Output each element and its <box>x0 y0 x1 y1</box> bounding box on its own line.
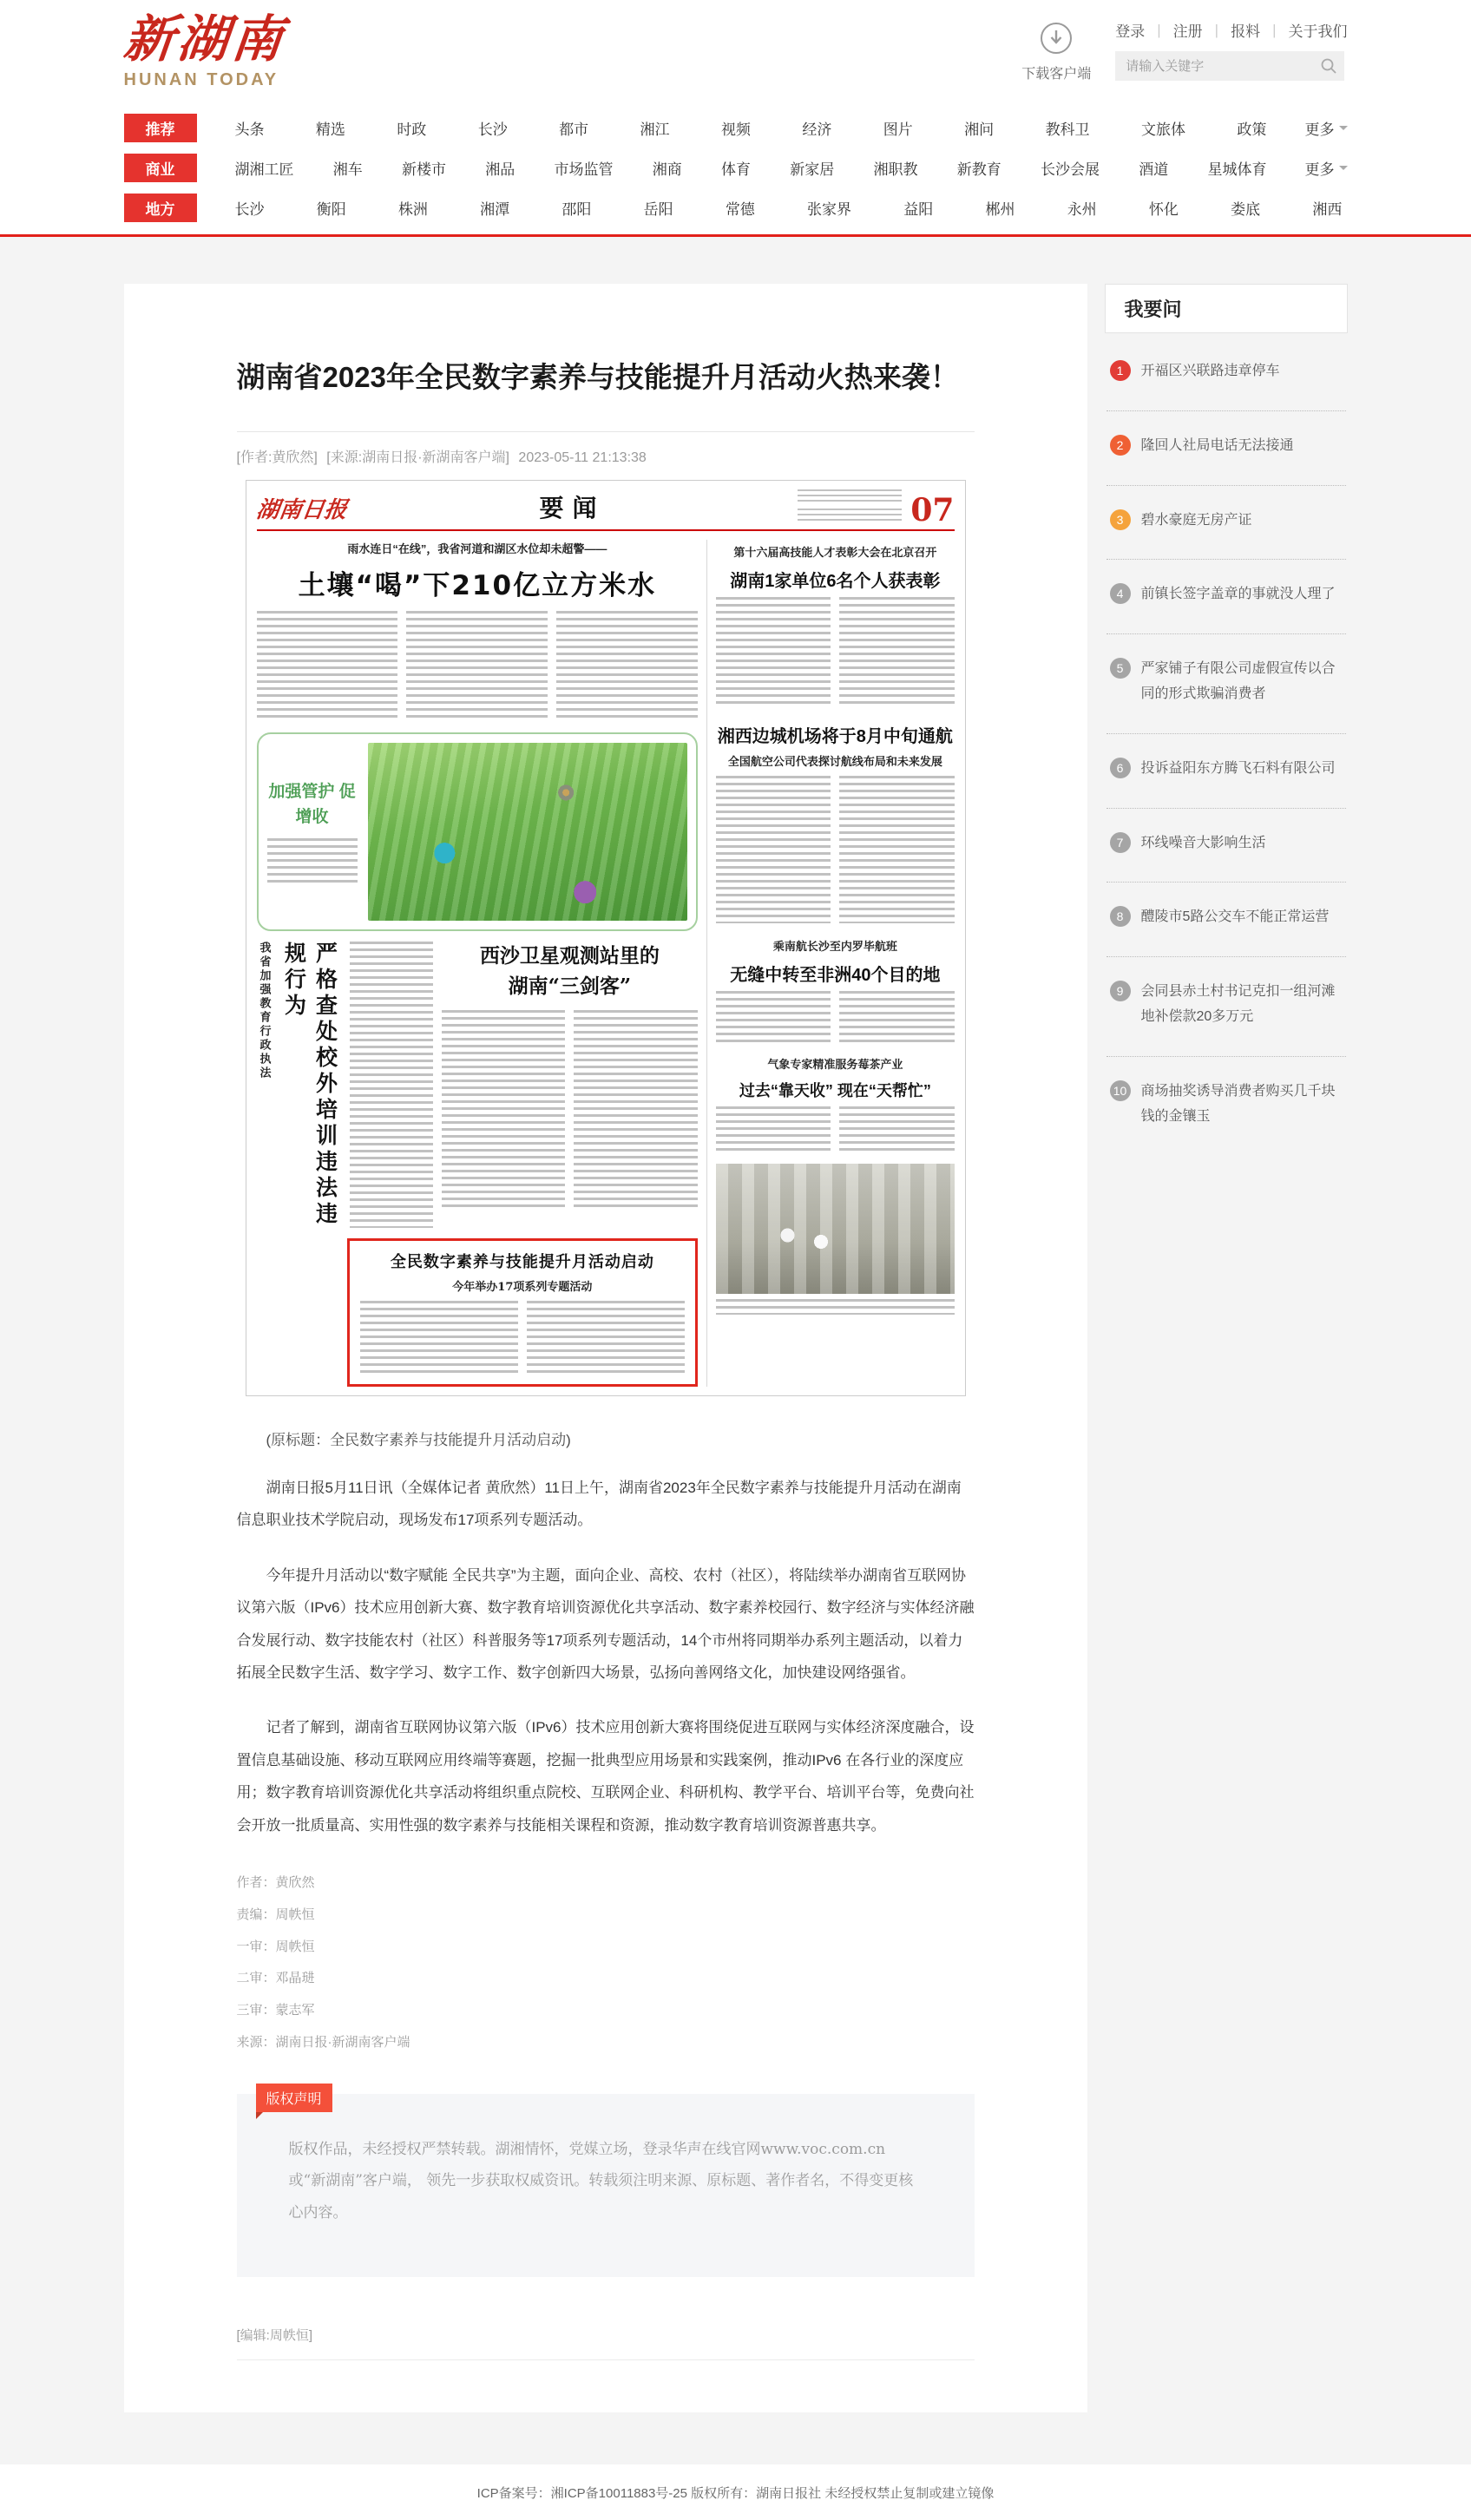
text-placeholder <box>350 942 433 1228</box>
logo-text-en: HUNAN TODAY <box>123 70 279 89</box>
nav-more-label: 更多 <box>1304 121 1335 138</box>
nav-link[interactable]: 岳阳 <box>643 201 673 218</box>
text-placeholder <box>716 1299 954 1315</box>
nav-link[interactable]: 常德 <box>725 201 755 218</box>
nav-link[interactable]: 湘商 <box>652 161 682 178</box>
newspaper-section-title: 要闻 <box>539 494 606 523</box>
np-highlighted-story <box>347 1238 699 1387</box>
account-links <box>1115 19 1347 41</box>
rank-badge <box>1110 658 1131 679</box>
np-vertical-story <box>257 942 341 1228</box>
rank-badge <box>1110 1080 1131 1101</box>
nav-link[interactable]: 体育 <box>721 161 751 178</box>
credit-line: 二审：邓晶琎 <box>236 1971 315 1986</box>
nav-items-local <box>235 197 1343 219</box>
question-text: 醴陵市5路公交车不能正常运营 <box>1140 909 1330 925</box>
nav-link[interactable]: 湘江 <box>640 121 670 138</box>
text-placeholder <box>442 1010 699 1210</box>
newspaper-page-number: 07 <box>910 491 955 528</box>
list-item[interactable] <box>1107 734 1346 809</box>
search-input[interactable] <box>1115 51 1344 81</box>
question-text: 会同县赤土村书记克扣一组河滩地补偿款20多万元 <box>1140 984 1336 1024</box>
nav-link[interactable]: 星城体育 <box>1207 161 1267 178</box>
site-header <box>0 0 1471 102</box>
question-text: 开福区兴联路违章停车 <box>1140 364 1280 378</box>
crop-field-photo <box>368 743 688 921</box>
nav-more-link[interactable] <box>1305 157 1348 179</box>
copyright-notice <box>237 2091 975 2278</box>
article-paragraph: 湖南日报5月11日讯（全媒体记者 黄欣然）11日上午，湖南省2023年全民数字素养与技能提升月活动在湖南信息职业技术学院启动，现场发布17项系列专题活动。 <box>236 1480 962 1529</box>
article-paragraph: 今年提升月活动以“数字赋能 全民共享”为主题，面向企业、高校、农村（社区），将陆续举办湖南省互联网协议第六版（IPv6）技术应用创新大赛、数字教育培训资源优化共享活动、数字素养校园行、数字经济与实体经济融合发展行动、数字技能农村（社区）科普服务等17项系列专题活动，14个市州将同期举办系列主题活动，以着力拓展全民数字生活、数字学习、数字工作、数字创新四大场景，弘扬向善网络文化，加快建设网络强省。 <box>236 1566 975 1682</box>
copyright-text: 版权作品，未经授权严禁转载。湖湘情怀，党媒立场，登录华声在线官网www.voc.com.cn或“新湖南”客户端， 领先一步获取权威资讯。转载须注明来源、原标题、著作者名，不得变更核心内容。 <box>288 2140 914 2221</box>
nav-link[interactable]: 益阳 <box>903 201 934 218</box>
np-story3-kicker: 第十六届高技能人才表彰大会在北京召开 <box>733 547 937 561</box>
list-item[interactable] <box>1107 486 1346 561</box>
np-story2-headline: 西沙卫星观测站里的 湖南“三剑客” <box>479 944 660 998</box>
nav-link[interactable]: 教科卫 <box>1045 121 1090 138</box>
credit-line: 三审：蒙志军 <box>236 2003 315 2018</box>
nav-link[interactable]: 娄底 <box>1231 201 1261 218</box>
text-placeholder <box>360 1301 686 1375</box>
footer-text: ICP备案号：湘ICP备10011883号-25 版权所有：湖南日报社 未经授权禁止复制或建立镜像 <box>476 2485 995 2501</box>
list-item[interactable] <box>1107 560 1346 634</box>
credit-line: 来源：湖南日报·新湖南客户端 <box>236 2034 410 2050</box>
nav-link[interactable]: 湘西 <box>1312 201 1343 218</box>
list-item[interactable] <box>1107 337 1346 411</box>
question-text: 商场抽奖诱导消费者购买几千块钱的金镶玉 <box>1140 1083 1336 1124</box>
workshop-photo <box>716 1164 954 1294</box>
download-label: 下载客户端 <box>1021 67 1092 82</box>
article-card <box>124 284 1087 2412</box>
nav-link[interactable]: 头条 <box>234 121 265 138</box>
text-placeholder <box>798 509 902 524</box>
np-story6-kicker: 气象专家精准服务莓茶产业 <box>767 1059 903 1073</box>
list-item[interactable] <box>1107 883 1346 957</box>
nav-link[interactable]: 湖湘工匠 <box>234 161 294 178</box>
text-placeholder <box>267 838 358 883</box>
credit-line: 作者：黄欣然 <box>236 1875 315 1890</box>
report-link[interactable]: 报料 <box>1231 23 1261 40</box>
meta-author: [作者:黄欣然] <box>236 450 318 466</box>
nav-link[interactable]: 视频 <box>720 121 751 138</box>
register-link[interactable]: 注册 <box>1172 23 1203 40</box>
nav-link[interactable]: 衡阳 <box>316 201 346 218</box>
credit-line: 责编：周帙恒 <box>236 1906 315 1922</box>
nav-more-label: 更多 <box>1304 161 1335 178</box>
np-story5-kicker: 乘南航长沙至内罗毕航班 <box>772 941 897 955</box>
np-story3-headline: 湖南1家单位6名个人获表彰 <box>730 572 941 592</box>
np-photo-card <box>257 732 699 931</box>
nav-link[interactable]: 酒道 <box>1139 161 1169 178</box>
logo-text-cn: 新湖南 <box>120 10 289 69</box>
np-story4-headline: 湘西边城机场将于8月中旬通航 <box>717 727 953 747</box>
original-title-caption: (原标题：全民数字素养与技能提升月活动启动) <box>266 1432 571 1449</box>
nav-tab-local[interactable]: 地方 <box>124 194 197 222</box>
title-divider <box>237 431 975 432</box>
search-icon[interactable] <box>1320 57 1337 75</box>
nav-link[interactable]: 永州 <box>1067 201 1097 218</box>
divider <box>237 2359 975 2360</box>
nav-link[interactable]: 怀化 <box>1148 201 1179 218</box>
site-footer <box>0 2464 1471 2520</box>
nav-link[interactable]: 新家居 <box>790 161 835 178</box>
nav-link[interactable]: 图片 <box>883 121 913 138</box>
rank-badge <box>1110 583 1131 604</box>
np-story4-subheadline: 全国航空公司代表探讨航线布局和未来发展 <box>727 756 942 770</box>
nav-row-business <box>124 154 1348 182</box>
text-placeholder <box>798 489 902 505</box>
np-boxed-headline: 全民数字素养与技能提升月活动启动 <box>390 1253 654 1271</box>
question-text: 投诉益阳东方腾飞石料有限公司 <box>1140 760 1336 776</box>
nav-link[interactable]: 湘问 <box>964 121 995 138</box>
nav-row-local <box>124 194 1348 222</box>
question-text: 环线噪音大影响生活 <box>1140 835 1266 850</box>
nav-link[interactable]: 郴州 <box>985 201 1015 218</box>
rank-badge <box>1110 906 1131 927</box>
question-list <box>1105 333 1348 1155</box>
nav-link[interactable]: 张家界 <box>807 201 852 218</box>
meta-timestamp: 2023-05-11 21:13:38 <box>518 450 647 466</box>
question-text: 严家铺子有限公司虚假宣传以合同的形式欺骗消费者 <box>1140 661 1336 701</box>
nav-items-recommend <box>235 117 1267 139</box>
nav-link[interactable]: 长沙会展 <box>1041 161 1100 178</box>
main-navigation <box>0 114 1471 237</box>
nav-link[interactable]: 文旅体 <box>1140 121 1185 138</box>
nav-link[interactable]: 新楼市 <box>402 161 446 178</box>
nav-link[interactable]: 经济 <box>802 121 832 138</box>
page-body <box>0 237 1471 2464</box>
newspaper-logo: 湖南日报 <box>254 497 349 524</box>
nav-link[interactable]: 都市 <box>559 121 589 138</box>
link-separator: | <box>1272 21 1277 38</box>
text-placeholder <box>716 1106 954 1155</box>
site-logo[interactable] <box>120 10 289 89</box>
np-story1-kicker: 雨水连日“在线”，我省河道和湖区水位却未超警—— <box>347 542 607 556</box>
np-boxed-subheadline: 今年举办17项系列专题活动 <box>452 1281 593 1295</box>
list-item[interactable] <box>1107 809 1346 883</box>
sidebar-title: 我要问 <box>1105 284 1348 333</box>
nav-link[interactable]: 湘职教 <box>873 161 918 178</box>
nav-more-link[interactable] <box>1305 117 1348 139</box>
nav-link[interactable]: 湘品 <box>485 161 516 178</box>
rank-badge <box>1110 758 1131 778</box>
nav-link[interactable]: 精选 <box>315 121 345 138</box>
text-placeholder <box>257 611 699 722</box>
chevron-down-icon <box>1339 166 1348 174</box>
np-story6-headline: 过去“靠天收” 现在“天帮忙” <box>739 1082 931 1100</box>
text-placeholder <box>716 597 954 708</box>
nav-link[interactable]: 邵阳 <box>561 201 592 218</box>
link-separator: | <box>1214 21 1219 38</box>
np-story5-headline: 无缝中转至非洲40个目的地 <box>730 966 941 986</box>
rank-badge <box>1110 981 1131 1001</box>
list-item[interactable] <box>1107 1057 1346 1156</box>
copyright-badge: 版权声明 <box>256 2084 332 2112</box>
list-item[interactable] <box>1107 411 1346 486</box>
sidebar-ask <box>1105 284 1348 1155</box>
nav-link[interactable]: 长沙 <box>234 201 265 218</box>
article-paragraph: 记者了解到，湖南省互联网协议第六版（IPv6）技术应用创新大赛将围绕促进互联网与实体经济深度融合，设置信息基础设施、移动互联网应用终端等赛题，挖掘一批典型应用场景和实践案例，推动IPv6 在各行业的深度应用；数字教育培训资源优化共享活动将组织重点院校、互联网企业、科研机构、教学平台、培训平台等，免费向社会开放一批质量高、实用性强的数字素养与技能相关课程和资源，推动数字教育培训资源普惠共享。 <box>236 1719 975 1834</box>
newspaper-masthead <box>254 489 955 531</box>
question-text: 碧水豪庭无房产证 <box>1140 512 1252 528</box>
np-vert-headline: 严格查处校外培训违法违规行为 <box>281 942 338 1229</box>
list-item[interactable] <box>1107 957 1346 1057</box>
nav-link[interactable]: 政策 <box>1237 121 1267 138</box>
newspaper-scan-image[interactable] <box>246 480 966 1396</box>
about-link[interactable]: 关于我们 <box>1288 23 1348 40</box>
link-separator: | <box>1157 21 1161 38</box>
nav-tab-recommend[interactable]: 推荐 <box>124 114 197 142</box>
list-item[interactable] <box>1107 634 1346 734</box>
nav-link[interactable]: 湘潭 <box>480 201 510 218</box>
np-vert-kicker: 我省加强教育行政执法 <box>258 942 272 1081</box>
rank-badge <box>1110 509 1131 530</box>
rank-badge <box>1110 832 1131 853</box>
text-placeholder <box>716 991 954 1043</box>
nav-link[interactable]: 株洲 <box>397 201 428 218</box>
question-text: 前镇长签字盖章的事就没人理了 <box>1140 587 1336 602</box>
rank-badge <box>1110 435 1131 456</box>
nav-link[interactable]: 时政 <box>397 121 427 138</box>
nav-items-business <box>235 157 1267 179</box>
nav-row-recommend <box>124 114 1348 142</box>
download-client-button[interactable] <box>1021 19 1091 82</box>
article-credits <box>237 1867 975 2059</box>
nav-tab-business[interactable]: 商业 <box>124 154 197 182</box>
editor-line: [编辑:周帙恒] <box>236 2328 313 2344</box>
credit-line: 一审：周帙恒 <box>236 1939 315 1954</box>
np-story1-headline: 土壤“喝”下210亿立方米水 <box>298 570 657 602</box>
rank-badge <box>1110 360 1131 381</box>
nav-link[interactable]: 新教育 <box>956 161 1001 178</box>
search-box <box>1115 51 1344 81</box>
download-icon <box>1039 21 1074 56</box>
chevron-down-icon <box>1339 126 1348 135</box>
page-title: 湖南省2023年全民数字素养与技能提升月活动火热来袭！ <box>236 361 959 393</box>
nav-link[interactable]: 市场监管 <box>554 161 614 178</box>
login-link[interactable]: 登录 <box>1115 23 1146 40</box>
text-placeholder <box>716 776 954 923</box>
meta-source: [来源:湖南日报·新湖南客户端] <box>326 450 509 466</box>
nav-link[interactable]: 长沙 <box>477 121 508 138</box>
nav-link[interactable]: 湘车 <box>332 161 363 178</box>
question-text: 隆回人社局电话无法接通 <box>1140 437 1294 453</box>
np-photo-label: 加强管护 促增收 <box>268 783 356 826</box>
article-meta <box>237 446 975 466</box>
